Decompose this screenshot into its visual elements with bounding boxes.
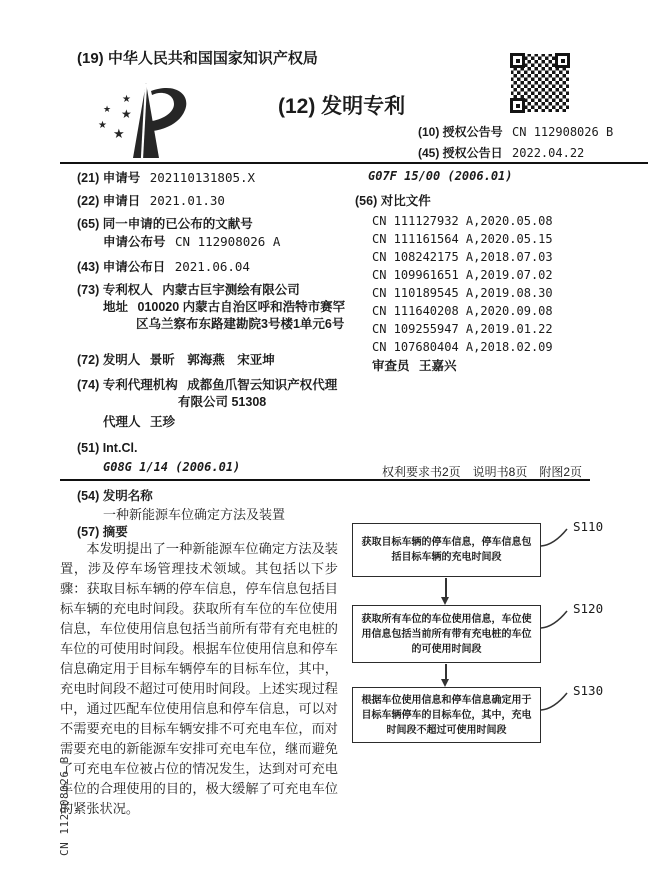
invention-title-label: (54) 发明名称 [77,489,153,503]
citation-item: CN 111161564 A,2020.05.15 [372,232,553,246]
qr-finder-icon [510,53,525,68]
svg-text:★: ★ [113,126,125,141]
address-value: 010020 内蒙古自治区呼和浩特市赛罕区乌兰察布东路建勘院3号楼1单元6号 [136,300,346,331]
address-label: 地址 [103,300,129,314]
flow-step-id: S110 [573,519,604,534]
inventors-label: (72) 发明人 [77,353,141,367]
grant-date-line [418,143,613,164]
flow-step-box-1 [352,523,541,577]
flow-connector-icon [540,606,570,633]
citation-item: CN 107680404 A,2018.02.09 [372,340,553,354]
patentee-label: (73) 专利权人 [77,283,153,297]
examiner-label: 审查员 [372,359,410,373]
svg-text:★: ★ [103,104,112,114]
flow-connector-icon [540,688,570,715]
document-type-title: (12) 发明专利 [278,95,406,118]
citation-item: CN 109255947 A,2019.01.22 [372,322,553,336]
abstract-label: (57) 摘要 [77,525,128,539]
publication-date-label: (43) 申请公布日 [77,260,166,274]
prior-publication-field [77,216,349,251]
flow-arrow-icon [445,664,447,680]
citation-item: CN 111127932 A,2020.05.08 [372,214,553,228]
agent-label: 代理人 [103,415,141,429]
patentee-value: 内蒙古巨宇测绘有限公司 [162,283,300,297]
int-cl-field [77,440,349,476]
svg-text:★: ★ [121,107,132,121]
flow-arrowhead-icon [441,597,449,605]
patentee-field [77,282,349,333]
flow-step-box-3 [352,687,541,743]
agency-label: (74) 专利代理机构 [77,378,178,392]
agency-field [77,377,349,431]
publication-number-label: 申请公布号 [103,235,166,249]
ipc-extra-code: G07F 15/00 (2006.01) [368,169,513,183]
agent-value: 王珍 [150,415,176,429]
citations-label: (56) 对比文件 [355,194,431,208]
flow-step-text: 获取所有车位的车位使用信息，车位使用信息包括当前所有带有充电桩的车位的可使用时间段 [361,613,532,655]
flow-step-id: S120 [573,601,604,616]
flow-arrow-icon [445,578,447,598]
citation-item: CN 110189545 A,2019.08.30 [372,286,553,300]
citation-item: CN 111640208 A,2020.09.08 [372,304,553,318]
cnipa-logo-icon [94,82,198,160]
examiner-field [372,356,457,374]
agency-value: 成都鱼爪智云知识产权代理有限公司 51308 [178,378,338,409]
grant-number-value: CN 112908026 B [512,125,614,139]
grant-number-line [418,122,613,143]
application-date-label: (22) 申请日 [77,194,141,208]
qr-finder-icon [555,53,570,68]
grant-info [418,122,613,164]
application-number-value: 202110131805.X [149,170,256,185]
invention-title: 一种新能源车位确定方法及装置 [103,507,286,522]
header-divider [60,162,648,164]
flow-step-text: 根据车位使用信息和停车信息确定用于目标车辆停车的目标车位，其中，充电时间段不超过可使用时间段 [361,694,532,736]
publication-number-value: CN 112908026 A [175,234,281,249]
flow-arrowhead-icon [441,679,449,687]
svg-text:★: ★ [122,94,131,105]
application-number-label: (21) 申请号 [77,171,141,185]
section-divider [60,479,590,481]
int-cl-code: G08G 1/14 (2006.01) [103,460,241,474]
int-cl-label: (51) Int.Cl. [77,441,138,455]
patentee-line [77,282,349,299]
flow-step-id: S130 [573,683,604,698]
svg-text:★: ★ [98,120,107,131]
grant-date-value: 2022.04.22 [512,146,585,160]
abstract-block [60,539,338,819]
qr-finder-icon [510,98,525,113]
examiner-value: 王嘉兴 [419,359,457,373]
qr-code-icon [510,53,570,113]
flow-step-text: 获取目标车辆的停车信息，停车信息包括目标车辆的充电时间段 [361,537,532,563]
pages-summary: 权利要求书2页 说明书8页 附图2页 [382,465,583,479]
abstract-text: 本发明提出了一种新能源车位确定方法及装置，涉及停车场管理技术领域。其包括以下步骤：获取目标车辆的停车信息，停车信息包括目标车辆的充电时间段。获取所有车位的车位使用信息，车位使用信息包括当前所有带有充电桩的车位的可使用时间段。根据车位使用信息和停车信息确定用于目标车辆停车的目标车位，其中，充电时间段不超过可使用时间段。上述实现过程中，通过匹配车位使用信息和停车信息，可以对不需要充电的目标车辆安排不可充电车位，而对需要充电的新能源车安排可充电车位，继而避免了可充电车位被占位的情况发生，达到对可充电车位的合理使用的目的，极大缓解了可充电车位的紧张状况。 [60,541,338,816]
citation-item: CN 109961651 A,2019.07.02 [372,268,553,282]
issuing-office: (19) 中华人民共和国国家知识产权局 [77,50,318,67]
application-date-field [77,192,349,210]
prior-publication-label: (65) 同一申请的已公布的文献号 [77,217,253,231]
agent-line [103,414,349,431]
flow-connector-icon [540,524,570,551]
publication-date-field [77,258,349,276]
publication-number-line [103,233,349,251]
publication-date-value: 2021.06.04 [174,259,250,274]
citation-item: CN 108242175 A,2018.07.03 [372,250,553,264]
inventors-field [77,352,349,369]
citations-list [372,212,553,356]
inventors-value: 景昕 郭海燕 宋亚坤 [149,353,275,367]
application-date-value: 2021.01.30 [149,193,225,208]
grant-number-label: (10) 授权公告号 [418,125,503,139]
address-line [103,299,349,333]
application-number-field [77,169,349,187]
side-publication-number: CN 112908026 B [58,756,71,856]
grant-date-label: (45) 授权公告日 [418,146,503,160]
flow-step-box-2 [352,605,541,663]
agency-line [77,377,349,411]
